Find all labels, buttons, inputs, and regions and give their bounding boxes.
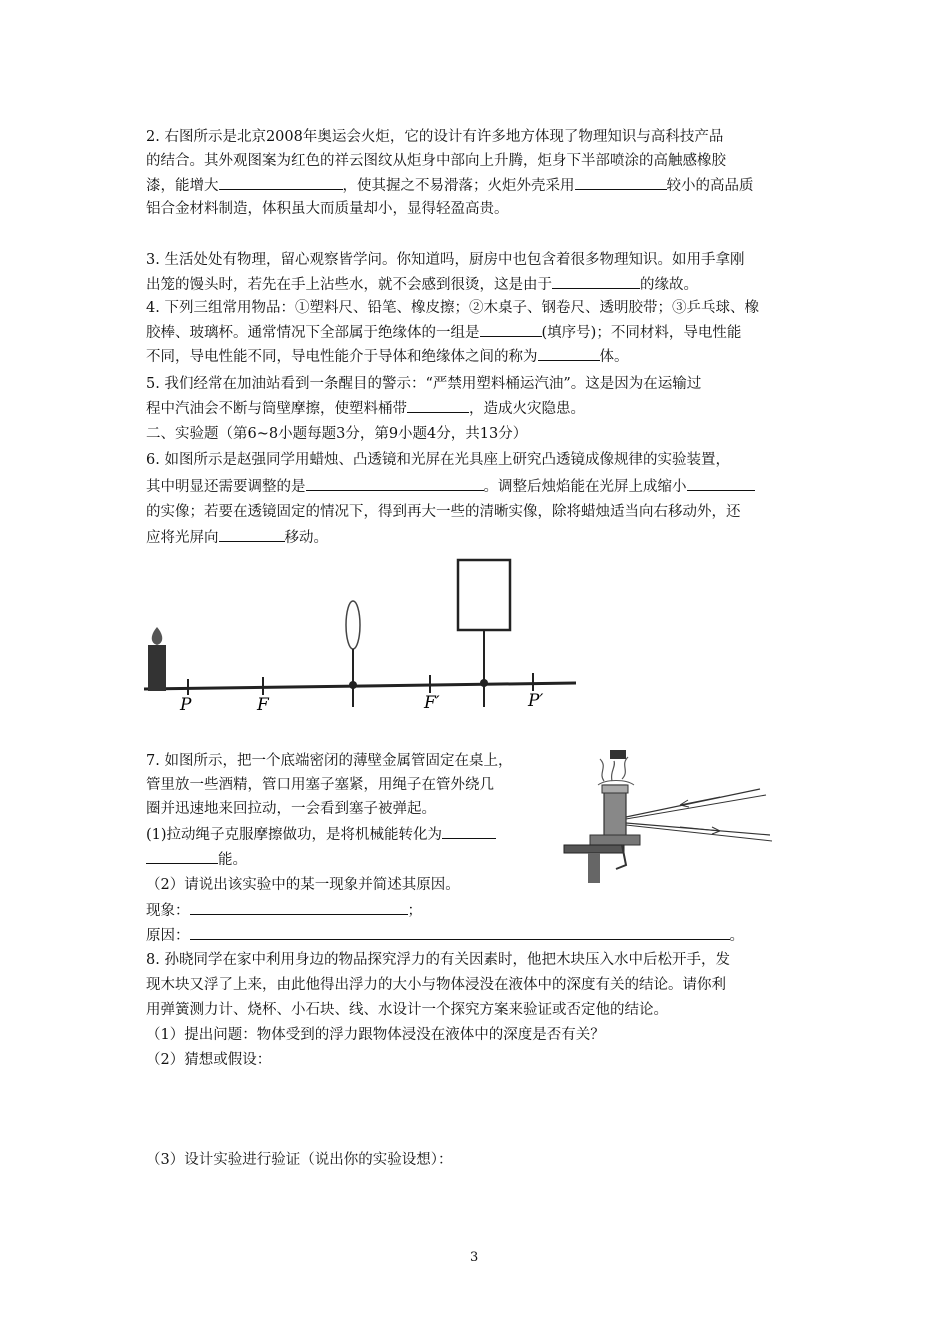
q5-text-b: ，造成火灾隐患。	[469, 401, 585, 417]
q7-text-b: 能。	[218, 852, 247, 868]
label-p: P	[180, 695, 192, 715]
q7-line-5	[146, 849, 247, 870]
q7-blank-1[interactable]	[442, 824, 496, 839]
q2-line-3	[146, 175, 754, 196]
q2-line-4: 铝合金材料制造，体积虽大而质量却小，显得轻盈高贵。	[146, 201, 509, 217]
screen-icon	[458, 560, 510, 630]
q6-line-3: 的实像；若要在透镜固定的情况下，得到再大一些的清晰实像，除将蜡烛适当向右移动外，还	[146, 504, 741, 520]
q2-text-c: 较小的高品质	[666, 178, 754, 194]
q7-text-e: 原因：	[146, 928, 190, 944]
q4-blank-1[interactable]	[480, 322, 542, 337]
q6-text-b: 。调整后烛焰能在光屏上成缩小	[483, 479, 687, 495]
q4-blank-2[interactable]	[538, 346, 600, 361]
q2-line-1: 2. 右图所示是北京2008年奥运会火炬，它的设计有许多地方体现了物理知识与高科技产品	[146, 129, 724, 145]
q3-blank[interactable]	[552, 274, 640, 289]
q7-phenomenon-blank[interactable]	[190, 900, 408, 915]
q6-text-a: 其中明显还需要调整的是	[146, 479, 306, 495]
q8-line-1: 8. 孙晓同学在家中利用身边的物品探究浮力的有关因素时，他把木块压入水中后松开手，发	[146, 952, 730, 968]
q3-text-b: 的缘故。	[640, 277, 698, 293]
q2-text-b: ，使其握之不易滑落；火炬外壳采用	[342, 178, 575, 194]
q7-line-4	[146, 824, 496, 845]
q7-line-2: 管里放一些酒精，管口用塞子塞紧，用绳子在管外绕几	[146, 777, 494, 793]
friction-tube-figure	[560, 745, 775, 885]
q5-line-1: 5. 我们经常在加油站看到一条醒目的警示：“严禁用塑料桶运汽油”。这是因为在运输过	[146, 376, 702, 392]
q6-text-c: 应将光屏向	[146, 530, 219, 546]
q8-line-5: （2）猜想或假设：	[146, 1052, 272, 1068]
q4-line-2	[146, 322, 741, 343]
q6-line-4	[146, 527, 328, 548]
q7-text-a: (1)拉动绳子克服摩擦做功，是将机械能转化为	[146, 827, 443, 843]
q6-blank-2[interactable]	[687, 476, 755, 491]
q7-line-3: 圈并迅速地来回拉动，一会看到塞子被弹起。	[146, 801, 436, 817]
q4-text-d: 体。	[599, 349, 629, 365]
q8-line-3: 用弹簧测力计、烧杯、小石块、线、水设计一个探究方案来验证或否定他的结论。	[146, 1002, 668, 1018]
q6-blank-1[interactable]	[306, 476, 484, 491]
q6-line-2	[146, 476, 755, 497]
q5-blank[interactable]	[407, 398, 469, 413]
q2-line-2: 的结合。其外观图案为红色的祥云图纹从炬身中部向上升腾，炬身下半部喷涂的高触感橡胶	[146, 153, 726, 169]
label-p-prime: P′	[528, 691, 544, 711]
q5-text-a: 程中汽油会不断与筒壁摩擦，使塑料桶带	[146, 401, 407, 417]
q2-text-a: 漆，能增大	[146, 178, 219, 194]
table-icon	[564, 845, 624, 853]
label-f: F	[257, 695, 269, 715]
q7-line-8	[146, 925, 744, 946]
cork-icon	[610, 750, 626, 759]
q4-text-c: 不同，导电性能不同，导电性能介于导体和绝缘体之间的称为	[146, 349, 538, 365]
q7-line-6: （2）请说出该实验中的某一现象并简述其原因。	[146, 877, 460, 893]
q2-blank-1[interactable]	[219, 175, 343, 190]
q6-text-d: 移动。	[284, 530, 328, 546]
q3-line-1: 3. 生活处处有物理，留心观察皆学问。你知道吗，厨房中也包含着很多物理知识。如用手拿刚	[146, 252, 745, 268]
lens-icon	[346, 601, 360, 649]
q7-text-c: 现象：	[146, 903, 190, 919]
label-f-prime: F′	[424, 693, 440, 713]
q4-text-b: (填序号)；不同材料，导电性能	[541, 325, 742, 341]
q6-blank-3[interactable]	[219, 527, 285, 542]
q7-text-f: 。	[729, 928, 744, 944]
q4-line-1: 4. 下列三组常用物品：①塑料尺、铅笔、橡皮擦；②木桌子、钢卷尺、透明胶带；③乒乓球、橡	[146, 300, 759, 316]
q3-line-2	[146, 274, 698, 295]
q2-blank-2[interactable]	[575, 175, 667, 190]
candle-icon	[148, 645, 166, 691]
q7-reason-blank[interactable]	[190, 925, 730, 940]
page-number: 3	[470, 1250, 479, 1265]
section-2-title: 二、实验题（第6~8小题每题3分，第9小题4分，共13分）	[146, 426, 528, 442]
q7-line-7	[146, 900, 422, 921]
q7-text-d: ；	[407, 903, 422, 919]
optical-bench-figure	[140, 555, 580, 725]
q5-line-2	[146, 398, 585, 419]
q3-text-a: 出笼的馒头时，若先在手上沾些水，就不会感到很烫，这是由于	[146, 277, 552, 293]
q8-line-4: （1）提出问题：物体受到的浮力跟物体浸没在液体中的深度是否有关？	[146, 1027, 605, 1043]
q7-line-1: 7. 如图所示，把一个底端密闭的薄壁金属管固定在桌上，	[146, 753, 513, 769]
q8-line-6: （3）设计实验进行验证（说出你的实验设想）：	[146, 1152, 453, 1168]
q4-line-3	[146, 346, 629, 367]
q8-line-2: 现木块又浮了上来，由此他得出浮力的大小与物体浸没在液体中的深度有关的结论。请你利	[146, 977, 726, 993]
flame-icon	[152, 627, 163, 645]
q6-line-1: 6. 如图所示是赵强同学用蜡烛、凸透镜和光屏在光具座上研究凸透镜成像规律的实验装置，	[146, 452, 730, 468]
q7-blank-2[interactable]	[146, 849, 218, 864]
q4-text-a: 胶棒、玻璃杯。通常情况下全部属于绝缘体的一组是	[146, 325, 480, 341]
